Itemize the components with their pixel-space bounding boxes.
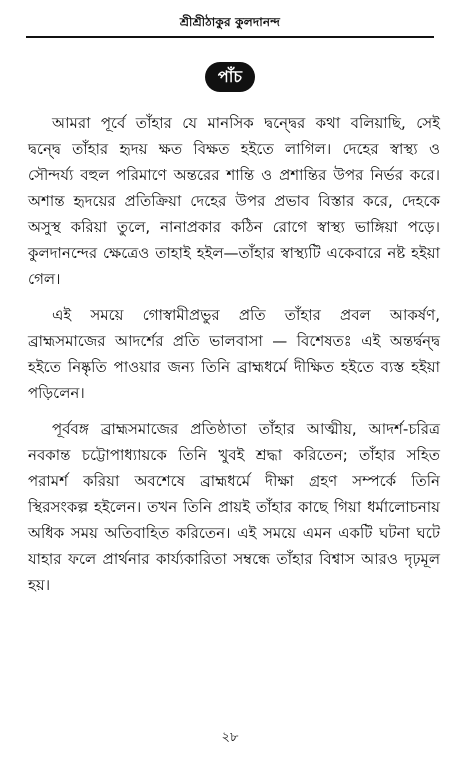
chapter-body [28, 110, 440, 608]
header-rule [26, 36, 434, 38]
chapter-title-badge: পাঁচ [205, 62, 255, 92]
paragraph-3: পূর্ববঙ্গ ব্রাহ্মসমাজের প্রতিষ্ঠাতা তাঁহার আত্মীয়, আদর্শ-চরিত্র নবকান্ত চট্টোপাধ্যায়কে তিনি খুবই শ্রদ্ধা করিতেন; তাঁহার সহিত পরামর্শ করিয়া অবশেষে ব্রাহ্মধর্মে দীক্ষা গ্রহণ সম্পর্কে তিনি স্থিরসংকল্প হইলেন। তখন তিনি প্রায়ই তাঁহার কাছে গিয়া ধর্মালোচনায় অধিক সময় অতিবাহিত করিতেন। এই সময়ে এমন একটি ঘটনা ঘটে যাহার ফলে প্রার্থনার কার্য্যকারিতা সম্বন্ধে তাঁহার বিশ্বাস আরও দৃঢ়মূল হয়। [28, 420, 440, 594]
page-number: ২৮ [221, 730, 239, 745]
paragraph-1: আমরা পূর্বে তাঁহার যে মানসিক দ্বন্দ্বের কথা বলিয়াছি, সেই দ্বন্দ্বে তাঁহার হৃদয় ক্ষত বিক্ষত হইতে লাগিল। দেহের স্বাস্থ্য ও সৌন্দর্য্য বহুল পরিমাণে অন্তরের শান্তি ও প্রশান্তির উপর নির্ভর করে। অশান্ত হৃদয়ের প্রতিক্রিয়া দেহের উপর প্রভাব বিস্তার করে, দেহকে অসুস্থ করিয়া তুলে, নানাপ্রকার কঠিন রোগে স্বাস্থ্য ভাঙ্গিয়া পড়ে। কুলদানন্দের ক্ষেত্রেও তাহাই হইল—তাঁহার স্বাস্থ্যটি একেবারে নষ্ট হইয়া গেল। [28, 114, 440, 288]
running-header: শ্রীশ্রীঠাকুর কুলদানন্দ [179, 15, 281, 29]
paragraph-2: এই সময়ে গোস্বামীপ্রভুর প্রতি তাঁহার প্রবল আকর্ষণ, ব্রাহ্মসমাজের আদর্শের প্রতি ভালবাসা — বিশেষতঃ এই অন্তর্দ্বন্দ্ব হইতে নিষ্কৃতি পাওয়ার জন্য তিনি ব্রাহ্মধর্মে দীক্ষিত হইতে ব্যস্ত হইয়া পড়িলেন। [28, 306, 440, 402]
